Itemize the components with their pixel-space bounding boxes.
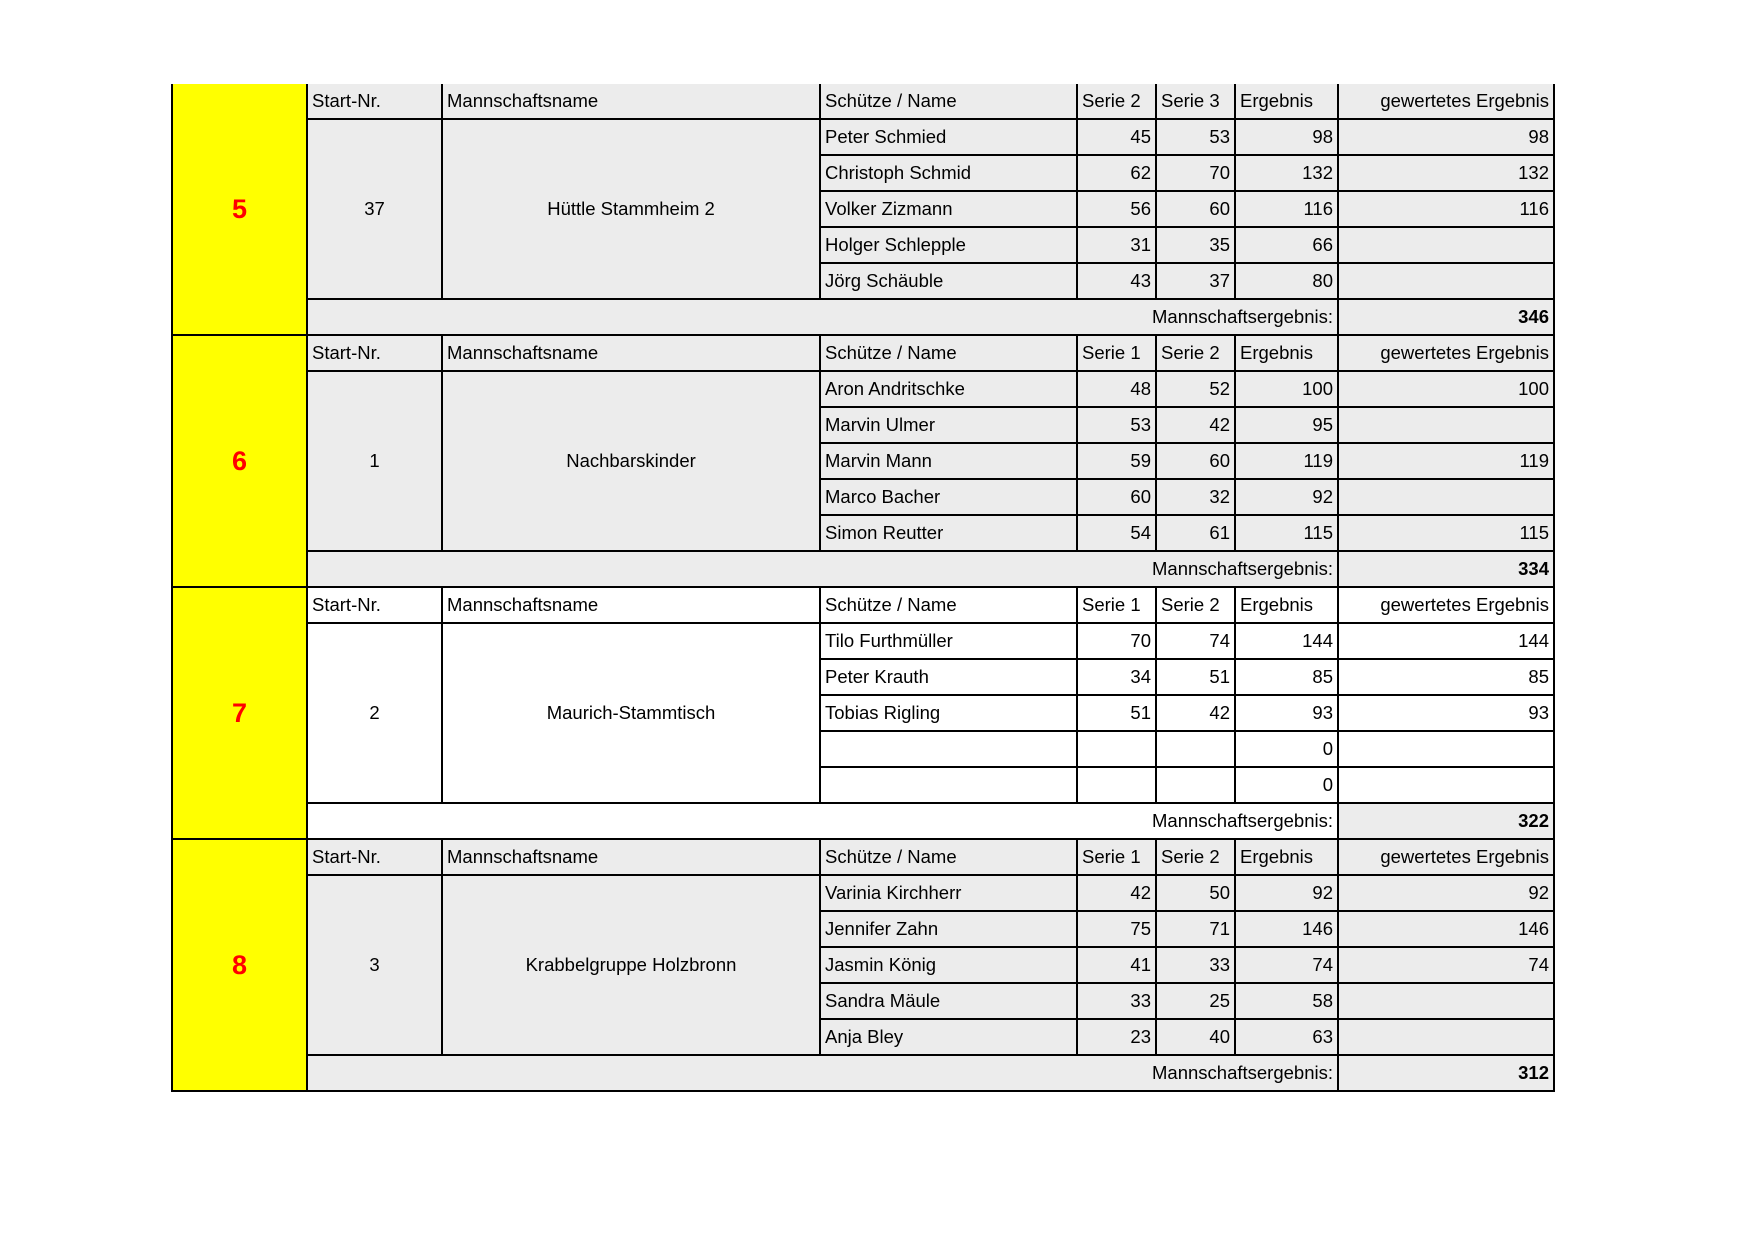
team-header: Mannschaftsname xyxy=(442,839,820,875)
series-a-header: Serie 1 xyxy=(1077,587,1156,623)
shooter-row xyxy=(172,623,1554,659)
result-score: 98 xyxy=(1235,119,1338,155)
shooter-name: Jörg Schäuble xyxy=(820,263,1077,299)
series-a-score: 59 xyxy=(1077,443,1156,479)
team-header: Mannschaftsname xyxy=(442,335,820,371)
team-total-value: 322 xyxy=(1338,803,1554,839)
series-b-score: 70 xyxy=(1156,155,1235,191)
series-a-score: 34 xyxy=(1077,659,1156,695)
counted-score xyxy=(1338,1019,1554,1055)
team-total-label: Mannschaftsergebnis: xyxy=(307,551,1338,587)
shooter-name: Holger Schlepple xyxy=(820,227,1077,263)
counted-score xyxy=(1338,731,1554,767)
series-b-score: 42 xyxy=(1156,695,1235,731)
shooter-header: Schütze / Name xyxy=(820,839,1077,875)
series-a-score: 62 xyxy=(1077,155,1156,191)
counted-score xyxy=(1338,227,1554,263)
series-b-score: 42 xyxy=(1156,407,1235,443)
counted-score: 146 xyxy=(1338,911,1554,947)
series-b-score: 52 xyxy=(1156,371,1235,407)
series-a-score: 53 xyxy=(1077,407,1156,443)
results-table xyxy=(171,84,1555,1092)
team-total-value: 346 xyxy=(1338,299,1554,335)
start-nr-value: 1 xyxy=(307,371,442,551)
series-b-score: 53 xyxy=(1156,119,1235,155)
rank-cell: 8 xyxy=(172,839,307,1091)
result-header: Ergebnis xyxy=(1235,84,1338,119)
shooter-name: Simon Reutter xyxy=(820,515,1077,551)
shooter-row xyxy=(172,875,1554,911)
counted-score xyxy=(1338,407,1554,443)
shooter-name: Sandra Mäule xyxy=(820,983,1077,1019)
series-a-score: 56 xyxy=(1077,191,1156,227)
result-score: 74 xyxy=(1235,947,1338,983)
counted-score xyxy=(1338,983,1554,1019)
team-name: Nachbarskinder xyxy=(442,371,820,551)
shooter-row xyxy=(172,371,1554,407)
counted-score: 132 xyxy=(1338,155,1554,191)
result-score: 146 xyxy=(1235,911,1338,947)
team-total-label: Mannschaftsergebnis: xyxy=(307,299,1338,335)
series-b-header: Serie 3 xyxy=(1156,84,1235,119)
series-b-score: 32 xyxy=(1156,479,1235,515)
shooter-header: Schütze / Name xyxy=(820,335,1077,371)
series-a-header: Serie 2 xyxy=(1077,84,1156,119)
series-a-score xyxy=(1077,731,1156,767)
start-nr-header: Start-Nr. xyxy=(307,335,442,371)
start-nr-header: Start-Nr. xyxy=(307,84,442,119)
shooter-header: Schütze / Name xyxy=(820,587,1077,623)
start-nr-value: 3 xyxy=(307,875,442,1055)
shooter-name: Jasmin König xyxy=(820,947,1077,983)
series-a-score: 33 xyxy=(1077,983,1156,1019)
team-name: Hüttle Stammheim 2 xyxy=(442,119,820,299)
shooter-name: Aron Andritschke xyxy=(820,371,1077,407)
result-score: 115 xyxy=(1235,515,1338,551)
series-b-header: Serie 2 xyxy=(1156,587,1235,623)
group-header-row xyxy=(172,839,1554,875)
counted-header: gewertetes Ergebnis xyxy=(1338,84,1554,119)
shooter-name xyxy=(820,731,1077,767)
series-b-score xyxy=(1156,731,1235,767)
result-score: 93 xyxy=(1235,695,1338,731)
series-b-score: 71 xyxy=(1156,911,1235,947)
series-a-score: 45 xyxy=(1077,119,1156,155)
series-a-score: 43 xyxy=(1077,263,1156,299)
result-score: 119 xyxy=(1235,443,1338,479)
start-nr-header: Start-Nr. xyxy=(307,587,442,623)
series-b-score: 25 xyxy=(1156,983,1235,1019)
team-total-row xyxy=(172,803,1554,839)
counted-score: 115 xyxy=(1338,515,1554,551)
counted-score: 144 xyxy=(1338,623,1554,659)
result-score: 58 xyxy=(1235,983,1338,1019)
counted-score: 92 xyxy=(1338,875,1554,911)
series-a-header: Serie 1 xyxy=(1077,335,1156,371)
series-b-score: 35 xyxy=(1156,227,1235,263)
counted-score xyxy=(1338,479,1554,515)
rank-cell: 6 xyxy=(172,335,307,587)
series-a-score: 75 xyxy=(1077,911,1156,947)
series-a-score: 41 xyxy=(1077,947,1156,983)
group-header-row xyxy=(172,587,1554,623)
result-score: 0 xyxy=(1235,731,1338,767)
rank-cell: 7 xyxy=(172,587,307,839)
shooter-name: Marvin Ulmer xyxy=(820,407,1077,443)
series-b-header: Serie 2 xyxy=(1156,335,1235,371)
shooter-name xyxy=(820,767,1077,803)
team-total-row xyxy=(172,1055,1554,1091)
result-score: 116 xyxy=(1235,191,1338,227)
series-b-score: 61 xyxy=(1156,515,1235,551)
team-total-label: Mannschaftsergebnis: xyxy=(307,1055,1338,1091)
start-nr-value: 2 xyxy=(307,623,442,803)
result-score: 144 xyxy=(1235,623,1338,659)
series-b-score: 33 xyxy=(1156,947,1235,983)
counted-score: 100 xyxy=(1338,371,1554,407)
series-b-score: 50 xyxy=(1156,875,1235,911)
series-a-score: 60 xyxy=(1077,479,1156,515)
shooter-name: Tobias Rigling xyxy=(820,695,1077,731)
result-score: 92 xyxy=(1235,479,1338,515)
result-score: 100 xyxy=(1235,371,1338,407)
team-total-row xyxy=(172,551,1554,587)
series-a-score: 23 xyxy=(1077,1019,1156,1055)
result-score: 80 xyxy=(1235,263,1338,299)
results-sheet xyxy=(171,84,1553,1092)
counted-header: gewertetes Ergebnis xyxy=(1338,839,1554,875)
start-nr-value: 37 xyxy=(307,119,442,299)
team-header: Mannschaftsname xyxy=(442,84,820,119)
shooter-row xyxy=(172,119,1554,155)
rank-cell: 5 xyxy=(172,84,307,335)
series-b-score: 74 xyxy=(1156,623,1235,659)
result-score: 132 xyxy=(1235,155,1338,191)
result-header: Ergebnis xyxy=(1235,587,1338,623)
series-b-score: 60 xyxy=(1156,191,1235,227)
series-a-score xyxy=(1077,767,1156,803)
counted-header: gewertetes Ergebnis xyxy=(1338,587,1554,623)
counted-score: 119 xyxy=(1338,443,1554,479)
result-score: 92 xyxy=(1235,875,1338,911)
counted-score: 98 xyxy=(1338,119,1554,155)
team-total-value: 334 xyxy=(1338,551,1554,587)
series-a-score: 31 xyxy=(1077,227,1156,263)
counted-score: 74 xyxy=(1338,947,1554,983)
team-header: Mannschaftsname xyxy=(442,587,820,623)
series-b-score xyxy=(1156,767,1235,803)
shooter-name: Peter Schmied xyxy=(820,119,1077,155)
series-b-score: 60 xyxy=(1156,443,1235,479)
team-total-label: Mannschaftsergebnis: xyxy=(307,803,1338,839)
series-a-score: 51 xyxy=(1077,695,1156,731)
counted-score: 116 xyxy=(1338,191,1554,227)
result-score: 66 xyxy=(1235,227,1338,263)
shooter-name: Tilo Furthmüller xyxy=(820,623,1077,659)
shooter-name: Jennifer Zahn xyxy=(820,911,1077,947)
shooter-header: Schütze / Name xyxy=(820,84,1077,119)
start-nr-header: Start-Nr. xyxy=(307,839,442,875)
shooter-name: Volker Zizmann xyxy=(820,191,1077,227)
shooter-name: Marvin Mann xyxy=(820,443,1077,479)
series-a-score: 48 xyxy=(1077,371,1156,407)
shooter-name: Marco Bacher xyxy=(820,479,1077,515)
series-a-score: 42 xyxy=(1077,875,1156,911)
series-b-score: 37 xyxy=(1156,263,1235,299)
result-score: 0 xyxy=(1235,767,1338,803)
result-score: 85 xyxy=(1235,659,1338,695)
series-b-header: Serie 2 xyxy=(1156,839,1235,875)
counted-score xyxy=(1338,263,1554,299)
result-score: 63 xyxy=(1235,1019,1338,1055)
result-score: 95 xyxy=(1235,407,1338,443)
group-header-row xyxy=(172,335,1554,371)
team-name: Krabbelgruppe Holzbronn xyxy=(442,875,820,1055)
series-b-score: 40 xyxy=(1156,1019,1235,1055)
team-total-value: 312 xyxy=(1338,1055,1554,1091)
shooter-name: Christoph Schmid xyxy=(820,155,1077,191)
counted-score: 85 xyxy=(1338,659,1554,695)
series-a-score: 54 xyxy=(1077,515,1156,551)
series-a-score: 70 xyxy=(1077,623,1156,659)
series-b-score: 51 xyxy=(1156,659,1235,695)
counted-header: gewertetes Ergebnis xyxy=(1338,335,1554,371)
group-header-row xyxy=(172,84,1554,119)
counted-score: 93 xyxy=(1338,695,1554,731)
shooter-name: Anja Bley xyxy=(820,1019,1077,1055)
shooter-name: Varinia Kirchherr xyxy=(820,875,1077,911)
series-a-header: Serie 1 xyxy=(1077,839,1156,875)
team-name: Maurich-Stammtisch xyxy=(442,623,820,803)
result-header: Ergebnis xyxy=(1235,839,1338,875)
counted-score xyxy=(1338,767,1554,803)
team-total-row xyxy=(172,299,1554,335)
shooter-name: Peter Krauth xyxy=(820,659,1077,695)
result-header: Ergebnis xyxy=(1235,335,1338,371)
